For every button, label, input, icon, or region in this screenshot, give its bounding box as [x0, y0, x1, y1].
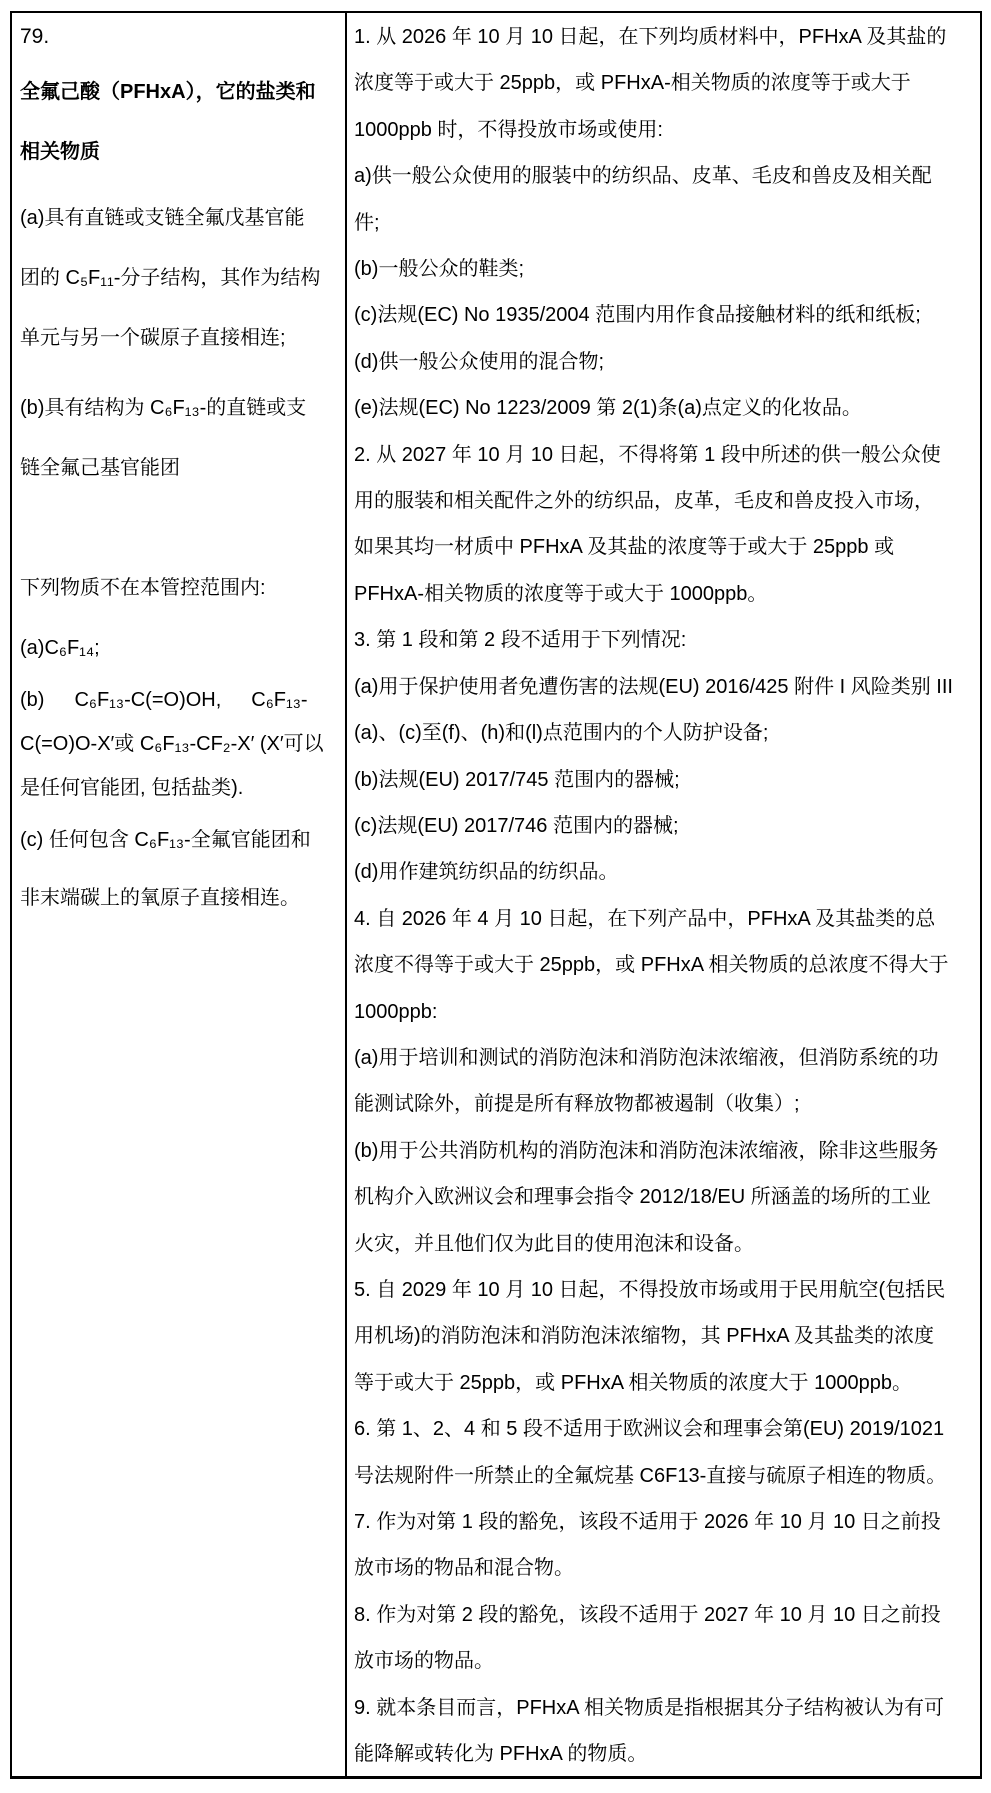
text-line: 单元与另一个碳原子直接相连; — [20, 327, 286, 349]
exclusions-intro — [20, 558, 339, 618]
text-line: 放市场的物品和混合物。 — [354, 1557, 574, 1580]
exclusion-c — [20, 811, 339, 927]
text-line: 下列物质不在本管控范围内: — [20, 577, 266, 599]
substance-title — [20, 62, 339, 182]
text-line: 用机场)的消防泡沫和消防泡沫浓缩物，其 PFHxA 及其盐类的浓度 — [354, 1325, 935, 1348]
text-line: 用的服装和相关配件之外的纺织品，皮革，毛皮和兽皮投入市场， — [354, 490, 934, 513]
text-line: 8. 作为对第 2 段的豁免，该段不适用于 2027 年 10 月 10 日之前投 — [354, 1603, 941, 1626]
text-line: a)供一般公众使用的服装中的纺织品、皮革、毛皮和兽皮及相关配 — [354, 165, 932, 188]
text-line: 相关物质 — [20, 141, 100, 163]
text-line: (b)用于公共消防机构的消防泡沫和消防泡沫浓缩液，除非这些服务 — [354, 1139, 939, 1162]
text-line: (b) C₆F₁₃-C(=O)OH, C₆F₁₃- — [20, 689, 308, 711]
text-line: 能降解或转化为 PFHxA 的物质。 — [354, 1743, 648, 1766]
text-line: (b)一般公众的鞋类; — [354, 258, 524, 281]
text-line: 号法规附件一所禁止的全氟烷基 C6F13-直接与硫原子相连的物质。 — [354, 1464, 947, 1487]
regulation-table — [10, 11, 982, 1779]
text-line: 件; — [354, 211, 380, 234]
exclusion-b — [20, 678, 339, 810]
text-line: 非末端碳上的氧原子直接相连。 — [20, 887, 300, 909]
text-line: (e)法规(EC) No 1223/2009 第 2(1)条(a)点定义的化妆品。 — [354, 397, 862, 420]
text-line: 浓度不得等于或大于 25ppb，或 PFHxA 相关物质的总浓度不得大于 — [354, 954, 949, 977]
text-line: 1000ppb: — [354, 1000, 438, 1023]
text-line: (a)C₆F₁₄; — [20, 637, 100, 659]
text-line: 4. 自 2026 年 4 月 10 日起，在下列产品中，PFHxA 及其盐类的总 — [354, 907, 936, 930]
text-line: (c)法规(EC) No 1935/2004 范围内用作食品接触材料的纸和纸板; — [354, 304, 921, 327]
text-line: 等于或大于 25ppb，或 PFHxA 相关物质的浓度大于 1000ppb。 — [354, 1371, 912, 1394]
text-line: 放市场的物品。 — [354, 1650, 494, 1673]
text-line: 链全氟己基官能团 — [20, 457, 180, 479]
text-line: (d)供一般公众使用的混合物; — [354, 350, 604, 373]
text-line: (a)用于保护使用者免遭伤害的法规(EU) 2016/425 附件 I 风险类别 III — [354, 675, 953, 698]
text-line: 2. 从 2027 年 10 月 10 日起，不得将第 1 段中所述的供一般公众使 — [354, 443, 941, 466]
text-line: 79. — [20, 25, 50, 48]
text-line: (c)法规(EU) 2017/746 范围内的器械; — [354, 814, 679, 837]
text-line: 如果其均一材质中 PFHxA 及其盐的浓度等于或大于 25ppb 或 — [354, 536, 895, 559]
substance-column — [12, 13, 347, 1776]
text-line: (d)用作建筑纺织品的纺织品。 — [354, 861, 619, 884]
text-line: 机构介入欧洲议会和理事会指令 2012/18/EU 所涵盖的场所的工业 — [354, 1186, 931, 1209]
text-line: (a)用于培训和测试的消防泡沫和消防泡沫浓缩液，但消防系统的功 — [354, 1046, 939, 1069]
text-line: 5. 自 2029 年 10 月 10 日起，不得投放市场或用于民用航空(包括民 — [354, 1278, 946, 1301]
text-line: 火灾，并且他们仅为此目的使用泡沫和设备。 — [354, 1232, 754, 1255]
entry-number — [20, 17, 339, 57]
text-line: 能测试除外，前提是所有释放物都被遏制（收集）; — [354, 1093, 800, 1116]
text-line: PFHxA-相关物质的浓度等于或大于 1000ppb。 — [354, 582, 768, 605]
text-line: 全氟己酸（PFHxA），它的盐类和 — [20, 81, 316, 103]
text-line: 9. 就本条目而言，PFHxA 相关物质是指根据其分子结构被认为有可 — [354, 1696, 945, 1719]
text-line: (b)法规(EU) 2017/745 范围内的器械; — [354, 768, 680, 791]
text-line: 3. 第 1 段和第 2 段不适用于下列情况: — [354, 629, 687, 652]
exclusion-a — [20, 618, 339, 678]
text-line: 7. 作为对第 1 段的豁免，该段不适用于 2026 年 10 月 10 日之前投 — [354, 1511, 941, 1533]
definition-pentyl — [20, 188, 339, 368]
text-line: (b)具有结构为 C₆F₁₃-的直链或支 — [20, 397, 307, 419]
text-line: 浓度等于或大于 25ppb，或 PFHxA-相关物质的浓度等于或大于 — [354, 72, 911, 95]
text-line: 1. 从 2026 年 10 月 10 日起，在下列均质材料中，PFHxA 及其盐的 — [354, 26, 947, 48]
text-line: (a)具有直链或支链全氟戊基官能 — [20, 207, 305, 229]
text-line: (c) 任何包含 C₆F₁₃-全氟官能团和 — [20, 829, 311, 851]
text-line: 1000ppb 时，不得投放市场或使用: — [354, 118, 663, 141]
text-line: 6. 第 1、2、4 和 5 段不适用于欧洲议会和理事会第(EU) 2019/1021 — [354, 1418, 945, 1441]
conditions-column — [347, 13, 980, 1776]
text-line: 团的 C₅F₁₁-分子结构，其作为结构 — [20, 267, 321, 289]
text-line: (a)、(c)至(f)、(h)和(l)点范围内的个人防护设备; — [354, 722, 769, 745]
text-line: 是任何官能团, 包括盐类). — [20, 777, 244, 799]
text-line: C(=O)O-X′或 C₆F₁₃-CF₂-X′ (X′可以 — [20, 733, 324, 755]
definition-hexyl — [20, 378, 339, 498]
